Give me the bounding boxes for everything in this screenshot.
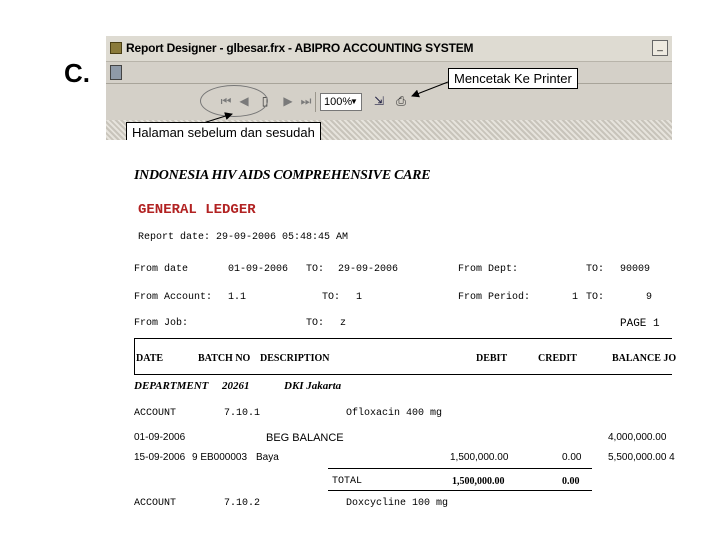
previous-page-icon[interactable]: ◀ <box>239 94 249 108</box>
zoom-value: 100% <box>324 96 353 108</box>
table-header-bottom-border <box>134 374 672 375</box>
department-label: DEPARTMENT <box>134 380 209 392</box>
minimize-button[interactable]: _ <box>652 40 668 56</box>
row-2-description: Baya <box>256 452 279 463</box>
row-1-balance: 4,000,000.00 <box>608 432 667 443</box>
toolbar-separator <box>315 92 316 112</box>
total-separator-line <box>328 468 592 469</box>
printer-icon[interactable]: ⎙ <box>396 94 406 108</box>
to-account-label: TO: <box>322 292 341 303</box>
column-header-credit: CREDIT <box>538 353 577 364</box>
from-job-label: From Job: <box>134 318 189 329</box>
to-job-value: z <box>340 318 347 329</box>
print-callout: Mencetak Ke Printer <box>448 68 578 89</box>
report-title: GENERAL LEDGER <box>138 202 256 218</box>
total-credit: 0.00 <box>562 476 580 487</box>
close-preview-icon[interactable]: ⇲ <box>373 94 385 108</box>
to-account-value: 1 <box>356 292 363 303</box>
go-to-page-icon[interactable]: ▯ <box>261 94 269 108</box>
from-date-label: From date <box>134 264 189 275</box>
company-name: INDONESIA HIV AIDS COMPREHENSIVE CARE <box>134 168 431 183</box>
slide-letter: C. <box>64 58 90 88</box>
preview-toolbar <box>106 84 672 120</box>
to-date-label: TO: <box>306 264 325 275</box>
last-page-icon[interactable]: ⏭ <box>300 94 312 108</box>
row-2-credit: 0.00 <box>562 452 582 463</box>
from-account-label: From Account: <box>134 292 213 303</box>
report-date: Report date: 29-09-2006 05:48:45 AM <box>138 232 349 243</box>
title-bar <box>106 36 672 62</box>
account-2-name: Doxcycline 100 mg <box>346 498 449 509</box>
total-underline <box>328 490 592 491</box>
department-code: 20261 <box>222 380 250 392</box>
row-2-debit: 1,500,000.00 <box>450 452 509 463</box>
account-2-label: ACCOUNT <box>134 498 177 509</box>
menu-bar <box>106 62 672 84</box>
to-job-label: TO: <box>306 318 325 329</box>
column-header-date: DATE <box>136 353 164 364</box>
to-period-value: 9 <box>646 292 653 303</box>
to-dept-label: TO: <box>586 264 605 275</box>
column-header-description: DESCRIPTION <box>260 353 330 364</box>
app-icon <box>110 42 122 54</box>
highlight-oval <box>200 85 268 117</box>
table-top-border <box>134 338 672 339</box>
row-1-description: BEG BALANCE <box>266 432 344 444</box>
document-icon <box>110 65 122 80</box>
column-header-batch: BATCH NO <box>198 353 251 364</box>
from-date-value: 01-09-2006 <box>228 264 289 275</box>
next-page-icon[interactable]: ▶ <box>283 94 293 108</box>
column-header-balance: BALANCE JO <box>612 353 677 364</box>
first-page-icon[interactable]: ⏮ <box>220 94 232 108</box>
account-code: 7.10.1 <box>224 408 261 419</box>
from-period-label: From Period: <box>458 292 531 303</box>
from-account-value: 1.1 <box>228 292 247 303</box>
window-title: Report Designer - glbesar.frx - ABIPRO ACCOUNTING SYSTEM <box>126 41 474 55</box>
report-preview <box>106 140 677 540</box>
page-label: PAGE 1 <box>620 318 660 330</box>
row-1-date: 01-09-2006 <box>134 432 186 443</box>
to-dept-value: 90009 <box>620 264 651 275</box>
department-name: DKI Jakarta <box>284 380 342 392</box>
pages-callout: Halaman sebelum dan sesudah <box>126 122 321 143</box>
table-left-border <box>134 338 135 374</box>
account-2-code: 7.10.2 <box>224 498 261 509</box>
to-period-label: TO: <box>586 292 605 303</box>
account-name: Ofloxacin 400 mg <box>346 408 443 419</box>
zoom-select[interactable] <box>320 93 362 111</box>
from-dept-label: From Dept: <box>458 264 519 275</box>
to-date-value: 29-09-2006 <box>338 264 399 275</box>
row-2-batch: 9 EB000003 <box>192 452 248 463</box>
total-label: TOTAL <box>332 476 363 487</box>
from-period-value: 1 <box>572 292 579 303</box>
row-2-balance: 5,500,000.00 4 <box>608 452 675 463</box>
total-debit: 1,500,000.00 <box>452 476 505 487</box>
account-label: ACCOUNT <box>134 408 177 419</box>
column-header-debit: DEBIT <box>476 353 508 364</box>
row-2-date: 15-09-2006 <box>134 452 186 463</box>
chevron-down-icon: ▼ <box>350 97 358 106</box>
